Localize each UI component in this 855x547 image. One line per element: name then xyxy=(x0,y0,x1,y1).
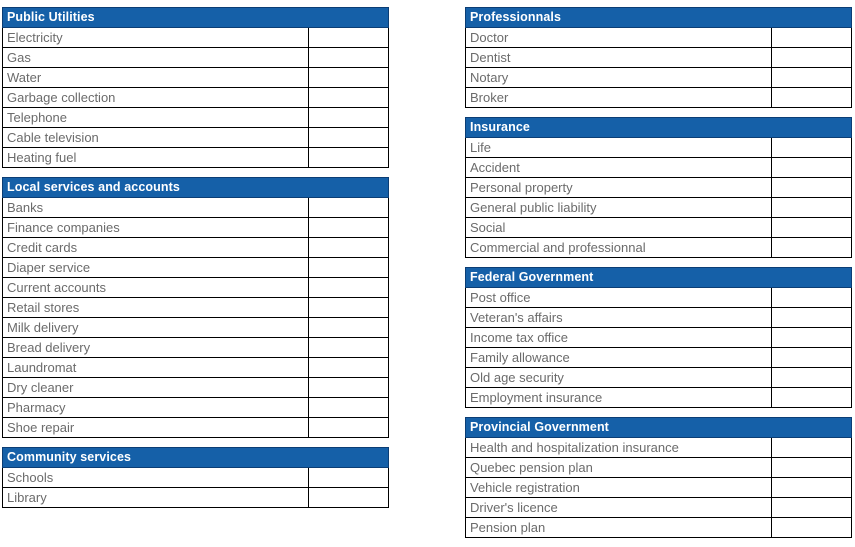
check-cell xyxy=(309,398,389,418)
check-cell xyxy=(772,518,852,538)
row-label: Shoe repair xyxy=(3,418,309,438)
section-header-row xyxy=(466,8,852,28)
check-cell xyxy=(772,308,852,328)
row-label: Commercial and professionnal xyxy=(466,238,772,258)
table-row xyxy=(466,28,852,48)
row-label: Dentist xyxy=(466,48,772,68)
table-row xyxy=(466,368,852,388)
row-label: Retail stores xyxy=(3,298,309,318)
check-cell xyxy=(309,128,389,148)
table-row xyxy=(466,88,852,108)
checklist-table-insurance xyxy=(465,117,852,258)
check-cell xyxy=(772,178,852,198)
left-column xyxy=(2,7,388,517)
table-row xyxy=(3,378,389,398)
check-cell xyxy=(309,338,389,358)
row-label: Income tax office xyxy=(466,328,772,348)
check-cell xyxy=(772,348,852,368)
check-cell xyxy=(772,198,852,218)
table-row xyxy=(466,388,852,408)
row-label: Employment insurance xyxy=(466,388,772,408)
check-cell xyxy=(772,438,852,458)
checklist-table-public-utilities xyxy=(2,7,389,168)
right-column xyxy=(465,7,851,547)
row-label: Notary xyxy=(466,68,772,88)
row-label: General public liability xyxy=(466,198,772,218)
check-cell xyxy=(309,318,389,338)
checklist-table-provincial-government xyxy=(465,417,852,538)
check-cell xyxy=(772,478,852,498)
table-row xyxy=(3,28,389,48)
table-row xyxy=(3,198,389,218)
checklist-table-federal-government xyxy=(465,267,852,408)
table-row xyxy=(3,358,389,378)
check-cell xyxy=(309,298,389,318)
row-label: Broker xyxy=(466,88,772,108)
row-label: Cable television xyxy=(3,128,309,148)
check-cell xyxy=(772,68,852,88)
row-label: Pharmacy xyxy=(3,398,309,418)
check-cell xyxy=(772,138,852,158)
table-row xyxy=(3,418,389,438)
row-label: Electricity xyxy=(3,28,309,48)
table-row xyxy=(3,488,389,508)
check-cell xyxy=(309,218,389,238)
section-header-row xyxy=(3,8,389,28)
check-cell xyxy=(772,48,852,68)
check-cell xyxy=(309,28,389,48)
row-label: Family allowance xyxy=(466,348,772,368)
table-row xyxy=(466,68,852,88)
section-header-row xyxy=(466,268,852,288)
check-cell xyxy=(309,278,389,298)
section-title: Local services and accounts xyxy=(3,178,389,198)
section-header-row xyxy=(3,448,389,468)
check-cell xyxy=(309,108,389,128)
table-row xyxy=(3,468,389,488)
table-row xyxy=(466,348,852,368)
section-header-row xyxy=(466,418,852,438)
section-title: Insurance xyxy=(466,118,852,138)
row-label: Health and hospitalization insurance xyxy=(466,438,772,458)
check-cell xyxy=(309,488,389,508)
row-label: Milk delivery xyxy=(3,318,309,338)
row-label: Heating fuel xyxy=(3,148,309,168)
check-cell xyxy=(772,388,852,408)
row-label: Telephone xyxy=(3,108,309,128)
table-row xyxy=(466,158,852,178)
checklist-table-professionnals xyxy=(465,7,852,108)
table-row xyxy=(3,238,389,258)
check-cell xyxy=(772,368,852,388)
row-label: Water xyxy=(3,68,309,88)
check-cell xyxy=(309,468,389,488)
check-cell xyxy=(772,498,852,518)
section-title: Provincial Government xyxy=(466,418,852,438)
row-label: Bread delivery xyxy=(3,338,309,358)
table-row xyxy=(466,178,852,198)
row-label: Driver's licence xyxy=(466,498,772,518)
row-label: Veteran's affairs xyxy=(466,308,772,328)
row-label: Diaper service xyxy=(3,258,309,278)
checklist-table-local-services-and-accounts xyxy=(2,177,389,438)
table-row xyxy=(466,328,852,348)
row-label: Banks xyxy=(3,198,309,218)
table-row xyxy=(466,498,852,518)
section-header-row xyxy=(466,118,852,138)
table-row xyxy=(466,438,852,458)
table-row xyxy=(3,338,389,358)
row-label: Dry cleaner xyxy=(3,378,309,398)
row-label: Post office xyxy=(466,288,772,308)
section-title: Federal Government xyxy=(466,268,852,288)
check-cell xyxy=(309,238,389,258)
section-header-row xyxy=(3,178,389,198)
row-label: Laundromat xyxy=(3,358,309,378)
table-row xyxy=(3,108,389,128)
table-row xyxy=(466,138,852,158)
table-row xyxy=(466,288,852,308)
table-row xyxy=(3,218,389,238)
check-cell xyxy=(309,378,389,398)
checklist-table-community-services xyxy=(2,447,389,508)
check-cell xyxy=(772,28,852,48)
table-row xyxy=(3,398,389,418)
row-label: Accident xyxy=(466,158,772,178)
row-label: Quebec pension plan xyxy=(466,458,772,478)
table-row xyxy=(466,478,852,498)
table-row xyxy=(3,128,389,148)
check-cell xyxy=(772,88,852,108)
check-cell xyxy=(309,198,389,218)
check-cell xyxy=(772,288,852,308)
table-row xyxy=(466,48,852,68)
row-label: Finance companies xyxy=(3,218,309,238)
section-title: Professionnals xyxy=(466,8,852,28)
row-label: Schools xyxy=(3,468,309,488)
check-cell xyxy=(309,258,389,278)
table-row xyxy=(466,218,852,238)
check-cell xyxy=(309,148,389,168)
section-title: Community services xyxy=(3,448,389,468)
check-cell xyxy=(772,238,852,258)
table-row xyxy=(3,278,389,298)
row-label: Old age security xyxy=(466,368,772,388)
check-cell xyxy=(309,418,389,438)
table-row xyxy=(466,198,852,218)
row-label: Credit cards xyxy=(3,238,309,258)
check-cell xyxy=(309,88,389,108)
table-row xyxy=(466,518,852,538)
check-cell xyxy=(772,158,852,178)
row-label: Vehicle registration xyxy=(466,478,772,498)
row-label: Library xyxy=(3,488,309,508)
row-label: Doctor xyxy=(466,28,772,48)
row-label: Social xyxy=(466,218,772,238)
table-row xyxy=(3,298,389,318)
table-row xyxy=(3,258,389,278)
check-cell xyxy=(772,328,852,348)
row-label: Garbage collection xyxy=(3,88,309,108)
table-row xyxy=(3,148,389,168)
table-row xyxy=(466,308,852,328)
table-row xyxy=(466,458,852,478)
table-row xyxy=(3,48,389,68)
row-label: Life xyxy=(466,138,772,158)
check-cell xyxy=(309,358,389,378)
row-label: Personal property xyxy=(466,178,772,198)
table-row xyxy=(466,238,852,258)
row-label: Pension plan xyxy=(466,518,772,538)
check-cell xyxy=(309,68,389,88)
table-row xyxy=(3,88,389,108)
check-cell xyxy=(772,458,852,478)
section-title: Public Utilities xyxy=(3,8,389,28)
check-cell xyxy=(772,218,852,238)
table-row xyxy=(3,68,389,88)
table-row xyxy=(3,318,389,338)
check-cell xyxy=(309,48,389,68)
row-label: Gas xyxy=(3,48,309,68)
row-label: Current accounts xyxy=(3,278,309,298)
